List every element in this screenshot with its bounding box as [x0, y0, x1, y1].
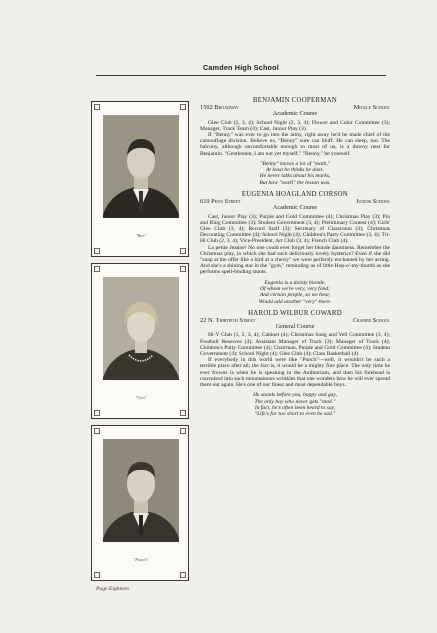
photo-caption: "Ben" [135, 233, 147, 238]
course-name: General Course [275, 322, 315, 330]
photo-frame-ben [91, 101, 189, 257]
photo-frame-gen [91, 263, 189, 419]
frame-corner [180, 248, 186, 254]
photo-caption: "Punch" [133, 557, 149, 562]
description-paragraph: La petite Jeanne! No one could ever forget her blonde daintiness. Remember the Christmas play, in which she had such deliciously lovely hysterics? Even if she did "snap at the offer like a bird at a cherry" we were perfectly enchanted by her acting. And she's a shining star in the "gym," reminding us of little Hop-o'-my-thumb as she performs spell-binding stunts. [200, 244, 390, 276]
student-entry [200, 98, 390, 186]
frame-corner [94, 266, 100, 272]
poem-line: He stands before you, happy and gay, [253, 392, 337, 399]
portrait-photo [103, 115, 179, 218]
poem-line: The only boy who never gets "mad." [254, 398, 336, 405]
poem-line: And certain people, so we hear, [259, 292, 331, 299]
activities-paragraph: Glee Club (2, 3, 4); School Night (2, 3, 4); Flower and Color Committee (3); Manager, Track Team (4); Cast, Junior Play (3). [200, 119, 390, 132]
poem-line: Would add another "very" there. [258, 298, 332, 305]
poem [200, 392, 390, 417]
photo-caption: "Gen" [135, 395, 147, 400]
page-header: Camden High School [203, 63, 279, 72]
activities-paragraph: Cast, Junior Play (3); Purple and Gold Committee (4); Christmas Play (3); Pin and Ring Committee (3); Student Government (3, 4); Preliminary Contest (4); Girls' Glee Club (3, 4); Record Staff (3); Secretary of Classroom (3); Christmas Decorating Committee (4); School Night (4); Children's Party Committee (3, 4); Tri-Hi Club (2, 3, 4); Vice-President, Art Club (3, 4); French Club (4). [200, 213, 390, 245]
poem-line: In fact, he's often been heard to say, [254, 404, 336, 411]
frame-corner [94, 248, 100, 254]
frame-corner [180, 572, 186, 578]
activities-paragraph: Hi-Y Club (1, 2, 3, 4); Cabinet (4); Christmas Song and Yell Committee (3, 4); Football Reserves (4); Assistant Manager of Track (3); Manager of Track (4); Children's Party Committee (4); Chairman, Purple and Gold Committee (4); Student Government (4); School Night (4); Glee Club (4); Class Basketball (4). [200, 332, 390, 358]
poem-line: "Life's far too short to even be sad." [254, 411, 336, 418]
frame-corner [180, 104, 186, 110]
poem [200, 280, 390, 305]
student-entry [200, 192, 390, 305]
frame-corner [94, 428, 100, 434]
frame-corner [180, 266, 186, 272]
photo-frame-punch [91, 425, 189, 581]
poem-line: He never talks about his marks, [259, 173, 331, 180]
poem [200, 161, 390, 186]
page-number: Page Eighteen [96, 586, 129, 592]
street-address: 22 N. Thirtieth Street [200, 316, 256, 324]
previous-school: Mickle School [353, 103, 390, 111]
student-entry [200, 311, 390, 418]
previous-school: Cramer School [352, 316, 390, 324]
frame-corner [94, 104, 100, 110]
poem-line: At least he thinks he does. [265, 167, 325, 174]
student-name: EUGENIA HOAGLAND CORSON [241, 191, 349, 199]
previous-school: Junior School [355, 197, 390, 205]
street-address: 619 Penn Street [200, 197, 241, 205]
frame-corner [180, 410, 186, 416]
course-name: Academic Course [272, 203, 318, 211]
portrait-photo [103, 439, 179, 542]
description-paragraph: If "Benny" was ever to go into the army, right away he'd be made chief of the camouflage division. Believe us, "Benny" sure can bluff. He can sleep, too. The balcony, although uncomfortable enough to most of us, is a downy nest for Benjamin. "Gentlemen, I am not yet myself." "Benny," be yourself. [200, 132, 390, 157]
poem-line: Eugenia is a dainty blonde, [264, 279, 326, 286]
poem-line: "Benny" knows a lot of "math," [260, 160, 330, 167]
frame-corner [94, 410, 100, 416]
frame-corner [180, 428, 186, 434]
poem-line: But how "swell" the lesson was. [259, 179, 331, 186]
student-name: HAROLD WILBUR COWARD [248, 309, 342, 317]
poem-line: Of whom we're very, very fond; [260, 285, 330, 292]
student-name: BENJAMIN COOPERMAN [252, 97, 338, 104]
course-name: Academic Course [272, 109, 318, 117]
biographies [200, 98, 390, 423]
portrait-photo [103, 277, 179, 380]
frame-corner [94, 572, 100, 578]
description-paragraph: If everybody in this world were like "Punch"—well, it wouldn't be such a terrible place after all; the fact is, it would be a mighty fine place. The only time he ever frowns is when he is speaking in the Auditorium, and then his forehead is convulsed into such mountainous wrinkles that one wonders how he will ever spread them out again. He's one of our finest and most dependable boys. [200, 357, 390, 389]
photo-column [91, 101, 189, 587]
street-address: 1502 Broadway [200, 103, 239, 111]
header-rule [96, 75, 386, 76]
